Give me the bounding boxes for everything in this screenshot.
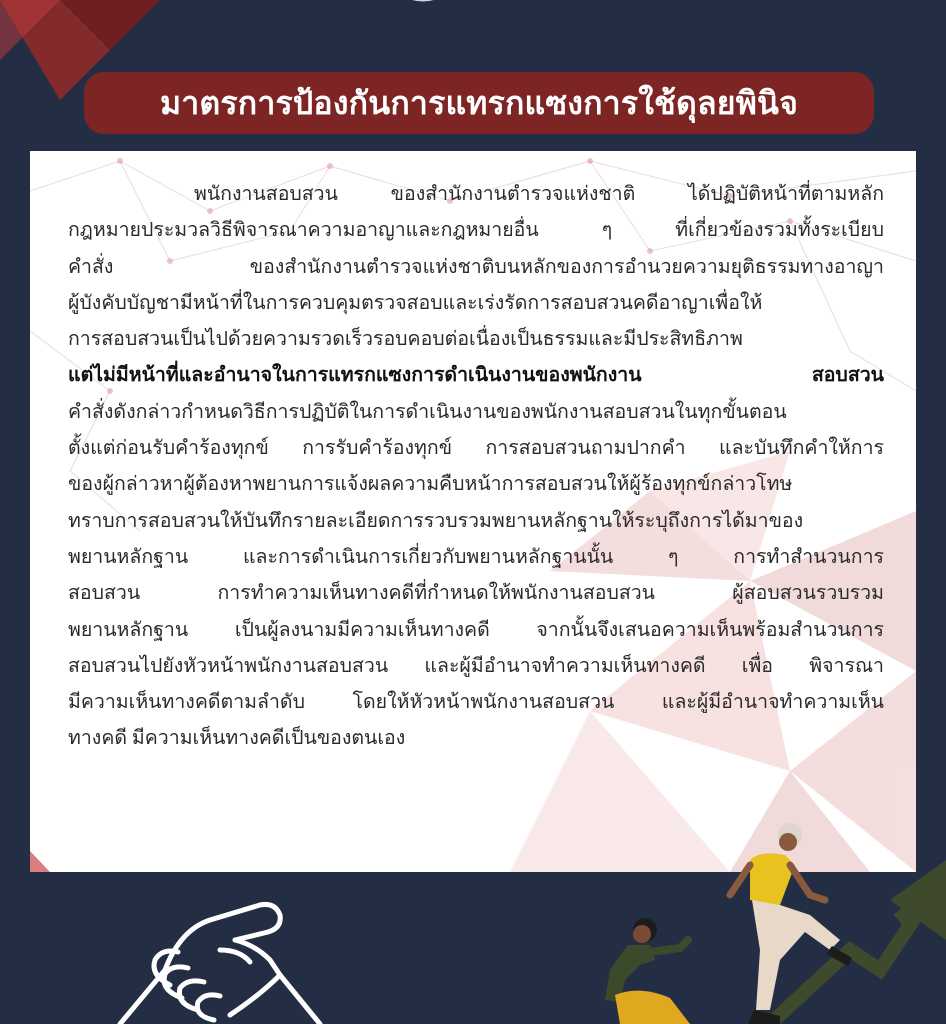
paragraph-line: ตั้งแต่ก่อนรับคำร้องทุกข์ การรับคำร้องทุกข์ การสอบสวนถามปากคำ และบันทึกคำให้การ	[68, 438, 884, 460]
page-title: มาตรการป้องกันการแทรกแซงการใช้ดุลยพินิจ	[159, 83, 799, 122]
paragraph-line: ของผู้กล่าวหาผู้ต้องหาพยานการแจ้งผลความคืบหน้าการสอบสวนให้ผู้ร้องทุกข์กล่าวโทษ	[68, 474, 793, 496]
paragraph-line: คำสั่ง ของสำนักงานตำรวจแห่งชาติบนหลักของการอำนวยความยุติธรรมทางอาญา	[68, 256, 884, 278]
paragraph-line: สอบสวน การทำความเห็นทางคดีที่กำหนดให้พนักงานสอบสวน ผู้สอบสวนรวบรวม	[68, 583, 884, 605]
paragraph-line: คำสั่งดังกล่าวกำหนดวิธีการปฏิบัติในการดำเนินงานของพนักงานสอบสวนในทุกขั้นตอน	[68, 401, 787, 423]
handshake-icon	[110, 890, 330, 1024]
content-card	[30, 151, 916, 872]
paragraph-line: สอบสวนไปยังหัวหน้าพนักงานสอบสวน และผู้มีอำนาจทำความเห็นทางคดี เพื่อ พิจารณา	[68, 655, 884, 677]
paragraph-line: มีความเห็นทางคดีตามลำดับ โดยให้หัวหน้าพนักงานสอบสวน และผู้มีอำนาจทำความเห็น	[68, 692, 884, 714]
body-text	[68, 177, 884, 758]
paragraph-line: ทราบการสอบสวนให้บันทึกรายละเอียดการรวบรวมพยานหลักฐานให้ระบุถึงการได้มาของ	[68, 510, 804, 532]
paragraph-line: กฎหมายประมวลวิธีพิจารณาความอาญาและกฎหมายอื่น ๆ ที่เกี่ยวข้องรวมทั้งระเบียบ	[68, 220, 884, 242]
paragraph-line: ทางคดี มีความเห็นทางคดีเป็นของตนเอง	[68, 728, 406, 750]
paragraph-line: พนักงานสอบสวน ของสำนักงานตำรวจแห่งชาติ ได้ปฏิบัติหน้าที่ตามหลัก	[194, 184, 884, 205]
emphasis-line: แต่ไม่มีหน้าที่และอำนาจในการแทรกแซงการดำเนินงานของพนักงาน สอบสวน	[68, 365, 884, 387]
people-climbing-illustration	[580, 820, 946, 1024]
paragraph-line: พยานหลักฐาน เป็นผู้ลงนามมีความเห็นทางคดี จากนั้นจึงเสนอความเห็นพร้อมสำนวนการ	[68, 619, 884, 641]
paragraph-line: ผู้บังคับบัญชามีหน้าที่ในการควบคุมตรวจสอบและเร่งรัดการสอบสวนคดีอาญาเพื่อให้	[68, 292, 763, 314]
paragraph-line: การสอบสวนเป็นไปด้วยความรวดเร็วรอบคอบต่อเนื่องเป็นธรรมและมีประสิทธิภาพ	[68, 329, 743, 351]
section-number-outline	[378, 0, 528, 30]
paragraph-line: พยานหลักฐาน และการดำเนินการเกี่ยวกับพยานหลักฐานนั้น ๆ การทำสำนวนการ	[68, 546, 884, 568]
title-banner	[84, 72, 874, 134]
